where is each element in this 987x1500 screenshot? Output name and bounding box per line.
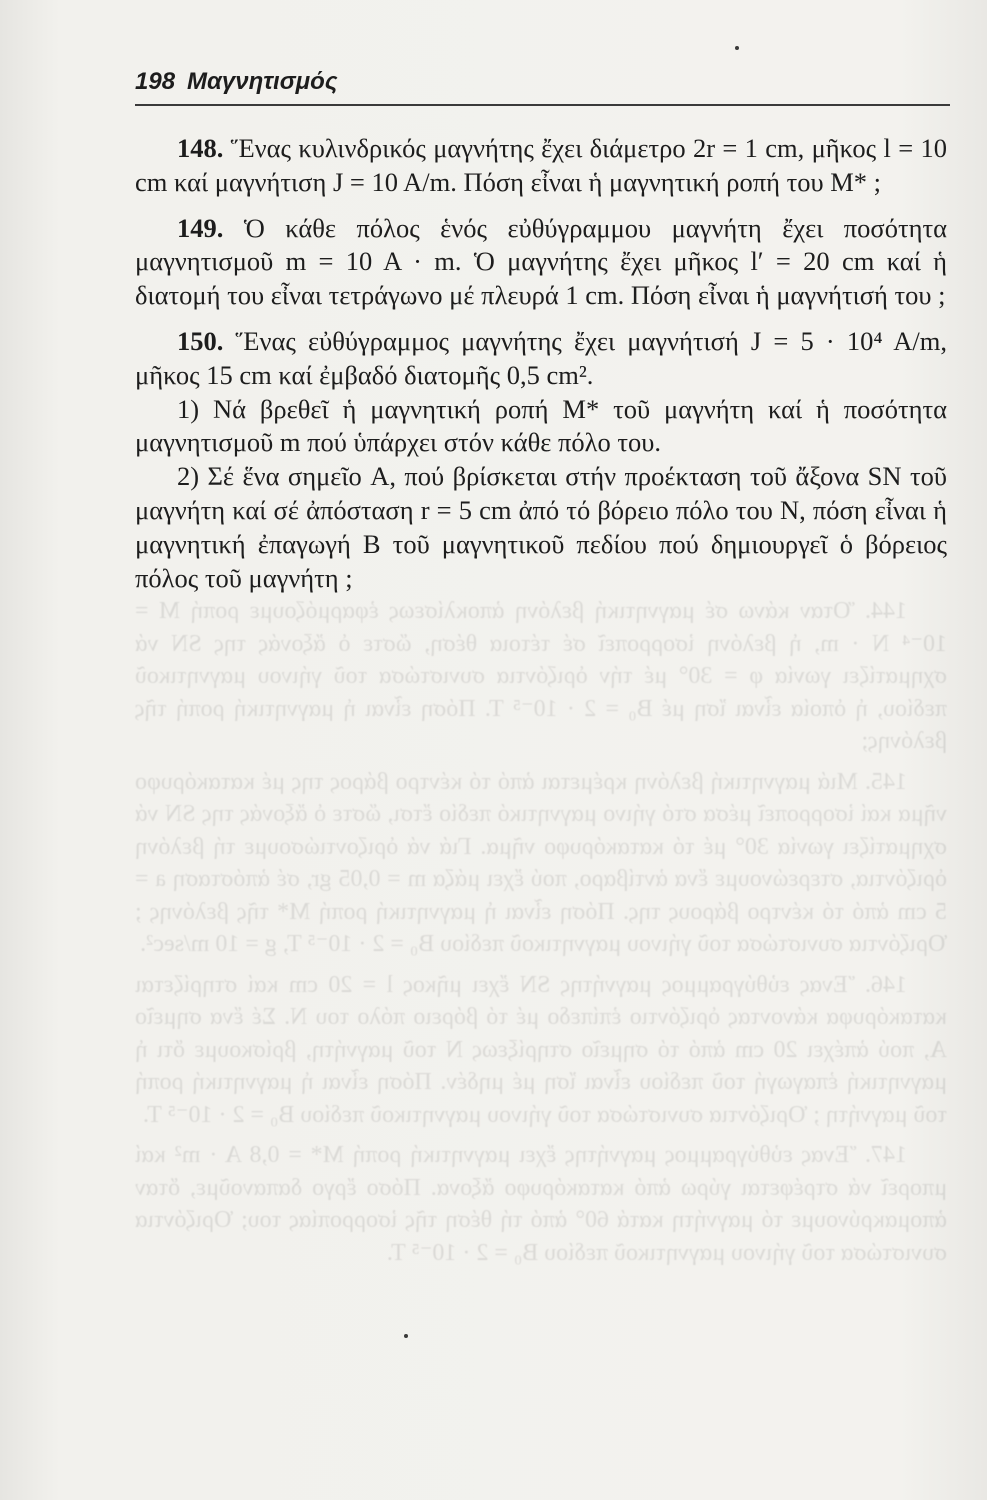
running-title: Μαγνητισμός bbox=[187, 68, 338, 95]
problem-paragraph bbox=[135, 132, 947, 200]
problem-text: Ἕνας εὐθύγραμμος μαγνήτης ἔχει μαγνήτισή J = 5 · 10⁴ A/m, μῆκος 15 cm καί ἐμβαδό διατομῆς 0,5 cm². bbox=[135, 325, 947, 390]
problem-part-1: 1) Νά βρεθεῖ ἡ μαγνητική ροπή M* τοῦ μαγνήτη καί ἡ ποσότητα μαγνητισμοῦ m πού ὑπάρχει στόν κάθε πόλο του. bbox=[135, 393, 947, 458]
show-through-text bbox=[135, 595, 947, 1277]
speck bbox=[735, 46, 739, 50]
header-rule bbox=[135, 104, 950, 106]
problem-text: Ἕνας κυλινδρικός μαγνήτης ἔχει διάμετρο 2r = 1 cm, μῆκος l = 10 cm καί μαγνήτιση J = 10 A/m. Πόση εἶναι ἡ μαγνητική ροπή του M* ; bbox=[135, 133, 947, 197]
show-through-paragraph: 147. Ἕνας εὐθύγραμμος μαγνήτης ἔχει μαγνητική ροπή M* = 0,8 A · m² καί μπορεῖ νά στρέφεται γύρω ἀπό κατακόρυφο ἄξονα. Πόσο ἔργο δαπανοῦμε, ὅταν ἀπομακρύνουμε τό μαγνήτη κατά 60° ἀπό τή θέση τῆς ἰσορροπίας του; Ὁριζόντια συνιστώσα τοῦ γήινου μαγνητικοῦ πεδίου B₀ = 2 · 10⁻⁵ T. bbox=[135, 1142, 947, 1266]
problem-148 bbox=[135, 132, 947, 200]
problem-part-2: 2) Σέ ἕνα σημεῖο A, πού βρίσκεται στήν προέκταση τοῦ ἄξονα SN τοῦ μαγνήτη καί σέ ἀπόσταση r = 5 cm ἀπό τό βόρειο πόλο του N, πόση εἶναι ἡ μαγνητική ἐπαγωγή B τοῦ μαγνητικοῦ πεδίου πού δημιουργεῖ ὁ βόρειος πόλος τοῦ μαγνήτη ; bbox=[135, 461, 947, 593]
page-header bbox=[135, 68, 950, 104]
show-through-paragraph: 144. Ὅταν κάνω σέ μαγνητική βελόνη ἀποκλίσεως ἐφαρμόζουμε ροπή M = 10⁻⁴ N · m, ἡ βελόνη ἰσορροπεῖ σέ τέτοια θέση, ὥστε ὁ ἄξονάς της SN νά σχηματίζει γωνία φ = 30° μέ τήν ὁριζόντια συνιστώσα τοῦ γήινου μαγνητικοῦ πεδίου, ἡ ὁποία εἶναι ἴση μέ B₀ = 2 · 10⁻⁵ T. Πόση εἶναι ἡ μαγνητική ροπή τῆς βελόνης; bbox=[135, 598, 947, 754]
problem-number: 150. bbox=[177, 325, 224, 356]
show-through-paragraph: 145. Μιά μαγνητική βελόνη κρέμεται ἀπό τό κέντρο βάρος της μέ κατακόρυφο νῆμα καί ἰσορροπεῖ μέσα στό γήινο μαγνητικό πεδίο ἔτσι, ὥστε ὁ ἄξονάς της SN νά σχηματίζει γωνία 30° μέ τό κατακόρυφο νῆμα. Γιά νά ὁριζοντιώσουμε τή βελόνη ὁριζόντια, στερεώνουμε ἕνα ἀντίβαρο, πού ἔχει μάζα m = 0,05 gr, σέ ἀπόσταση a = 5 cm ἀπό τό κέντρο βάρους της. Πόση εἶναι ἡ μαγνητική ροπή M* τῆς βελόνης ; Ὁριζόντια συνιστώσα τοῦ γήινου μαγνητικοῦ πεδίου B₀ = 2 · 10⁻⁵ T, g = 10 m/sec². bbox=[135, 768, 947, 957]
page-number: 198 bbox=[135, 68, 176, 95]
problem-number: 149. bbox=[177, 212, 224, 243]
show-through-paragraph: 146. Ἕνας εὐθύγραμμος μαγνήτης SN ἔχει μῆκος l = 20 cm καί στηρίζεται κατακόρυφα κάνοντας ὁριζόντιο ἐπίπεδο μέ τό βόρειο πόλο του N. Σέ ἕνα σημεῖο A, πού ἀπέχει 20 cm ἀπό τό σημεῖο στηρίξεως N τοῦ μαγνήτη, βρίσκουμε ὅτι ἡ μαγνητική ἐπαγωγή τοῦ πεδίου εἶναι ἴση μέ μηδέν. Πόση εἶναι ἡ μαγνητική ροπή τοῦ μαγνήτη ; Ὁριζόντια συνιστώσα τοῦ γήινου μαγνητικοῦ πεδίου B₀ = 2 · 10⁻⁵ T. bbox=[135, 971, 947, 1128]
problem-paragraph bbox=[135, 212, 947, 313]
problems-section bbox=[135, 132, 947, 607]
speck bbox=[404, 1334, 408, 1338]
problem-number: 148. bbox=[177, 133, 224, 163]
problem-149 bbox=[135, 212, 947, 313]
problem-150 bbox=[135, 325, 947, 595]
problem-paragraph bbox=[135, 325, 947, 393]
problem-text: Ὁ κάθε πόλος ἑνός εὐθύγραμμου μαγνήτη ἔχει ποσότητα μαγνητισμοῦ m = 10 A · m. Ὁ μαγνήτης ἔχει μῆκος l′ = 20 cm καί ἡ διατομή του εἶναι τετράγωνο μέ πλευρά 1 cm. Πόση εἶναι ἡ μαγνήτισή του ; bbox=[135, 212, 947, 311]
